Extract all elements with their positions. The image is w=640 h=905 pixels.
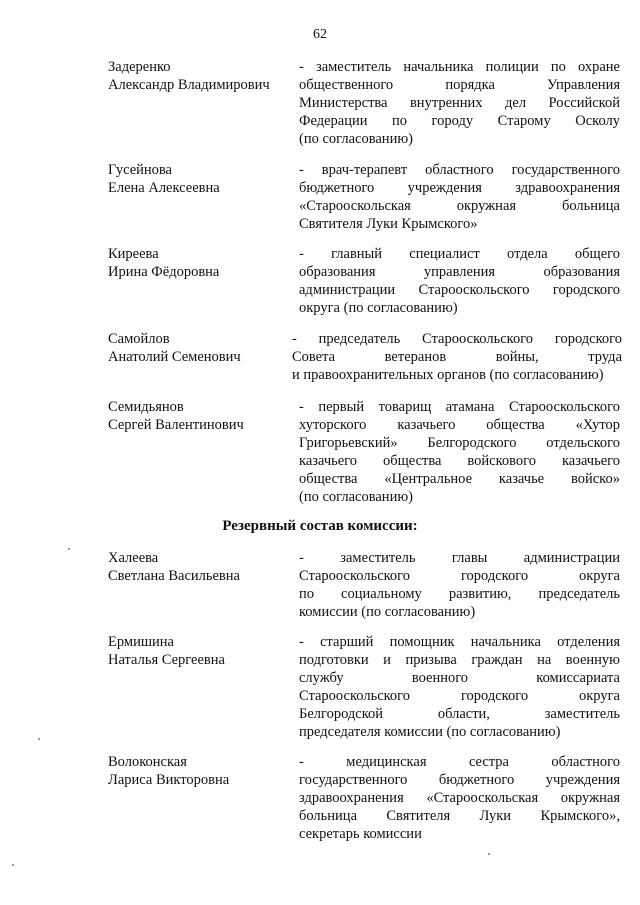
member-position bbox=[299, 161, 620, 233]
member-position bbox=[299, 633, 620, 741]
position-line: Старооскольского городского округа bbox=[299, 688, 620, 704]
position-line: - главный специалист отдела общего bbox=[299, 246, 620, 262]
member-position bbox=[299, 58, 620, 148]
position-line: (по согласованию) bbox=[299, 489, 413, 505]
position-line: округа (по согласованию) bbox=[299, 300, 458, 316]
member-surname: Киреева bbox=[108, 246, 159, 262]
position-line: по социальному развитию, председатель bbox=[299, 586, 620, 602]
member-name bbox=[108, 549, 288, 585]
position-line: общественного порядка Управления bbox=[299, 77, 620, 93]
scan-speck bbox=[12, 864, 14, 866]
position-line: - заместитель начальника полиции по охране bbox=[299, 59, 620, 75]
position-line: - врач-терапевт областного государственного bbox=[299, 162, 620, 178]
scan-speck bbox=[488, 853, 490, 855]
position-line: больница Святителя Луки Крымского», bbox=[299, 808, 620, 824]
position-line: администрации Старооскольского городского bbox=[299, 282, 620, 298]
page-number: 62 bbox=[313, 27, 327, 42]
member-surname: Ермишина bbox=[108, 634, 174, 650]
member-surname: Самойлов bbox=[108, 331, 170, 347]
member-name bbox=[108, 161, 288, 197]
position-line: - председатель Старооскольского городского bbox=[292, 331, 622, 347]
member-given-names: Елена Алексеевна bbox=[108, 180, 220, 196]
member-given-names: Александр Владимирович bbox=[108, 77, 270, 93]
position-line: Совета ветеранов войны, труда bbox=[292, 349, 622, 365]
member-name bbox=[108, 398, 288, 434]
position-line: комиссии (по согласованию) bbox=[299, 604, 476, 620]
member-surname: Гусейнова bbox=[108, 162, 172, 178]
position-line: (по согласованию) bbox=[299, 131, 413, 147]
position-line: - старший помощник начальника отделения bbox=[299, 634, 620, 650]
member-surname: Задеренко bbox=[108, 59, 171, 75]
member-name bbox=[108, 58, 288, 94]
position-line: председателя комиссии (по согласованию) bbox=[299, 724, 561, 740]
member-name bbox=[108, 633, 288, 669]
member-surname: Халеева bbox=[108, 550, 159, 566]
member-given-names: Светлана Васильевна bbox=[108, 568, 240, 584]
position-line: государственного бюджетного учреждения bbox=[299, 772, 620, 788]
position-line: бюджетного учреждения здравоохранения bbox=[299, 180, 620, 196]
position-line: подготовки и призыва граждан на военную bbox=[299, 652, 620, 668]
member-name bbox=[108, 330, 288, 366]
member-position bbox=[292, 330, 622, 384]
position-line: «Старооскольская окружная больница bbox=[299, 198, 620, 214]
position-line: общества «Центральное казачье войско» bbox=[299, 471, 620, 487]
position-line: Белгородской области, заместитель bbox=[299, 706, 620, 722]
member-position bbox=[299, 549, 620, 621]
scan-speck bbox=[38, 738, 40, 740]
position-line: - заместитель главы администрации bbox=[299, 550, 620, 566]
reserve-section-heading: Резервный состав комиссии: bbox=[222, 518, 418, 534]
position-line: секретарь комиссии bbox=[299, 826, 422, 842]
position-line: здравоохранения «Старооскольская окружная bbox=[299, 790, 620, 806]
member-given-names: Лариса Викторовна bbox=[108, 772, 230, 788]
member-position bbox=[299, 753, 620, 843]
position-line: Григорьевский» Белгородского отдельского bbox=[299, 435, 620, 451]
position-line: и правоохранительных органов (по согласованию) bbox=[292, 367, 604, 383]
member-name bbox=[108, 753, 288, 789]
position-line: службу военного комиссариата bbox=[299, 670, 620, 686]
member-given-names: Анатолий Семенович bbox=[108, 349, 241, 365]
member-given-names: Ирина Фёдоровна bbox=[108, 264, 220, 280]
member-position bbox=[299, 398, 620, 506]
member-name bbox=[108, 245, 288, 281]
position-line: - первый товарищ атамана Старооскольского bbox=[299, 399, 620, 415]
position-line: казачьего общества войскового казачьего bbox=[299, 453, 620, 469]
member-surname: Волоконская bbox=[108, 754, 187, 770]
position-line: - медицинская сестра областного bbox=[299, 754, 620, 770]
position-line: Святителя Луки Крымского» bbox=[299, 216, 478, 232]
position-line: Старооскольского городского округа bbox=[299, 568, 620, 584]
member-position bbox=[299, 245, 620, 317]
scan-speck bbox=[68, 548, 70, 550]
member-given-names: Сергей Валентинович bbox=[108, 417, 244, 433]
member-given-names: Наталья Сергеевна bbox=[108, 652, 225, 668]
member-surname: Семидьянов bbox=[108, 399, 184, 415]
position-line: Министерства внутренних дел Российской bbox=[299, 95, 620, 111]
position-line: Федерации по городу Старому Осколу bbox=[299, 113, 620, 129]
position-line: образования управления образования bbox=[299, 264, 620, 280]
position-line: хуторского казачьего общества «Хутор bbox=[299, 417, 620, 433]
